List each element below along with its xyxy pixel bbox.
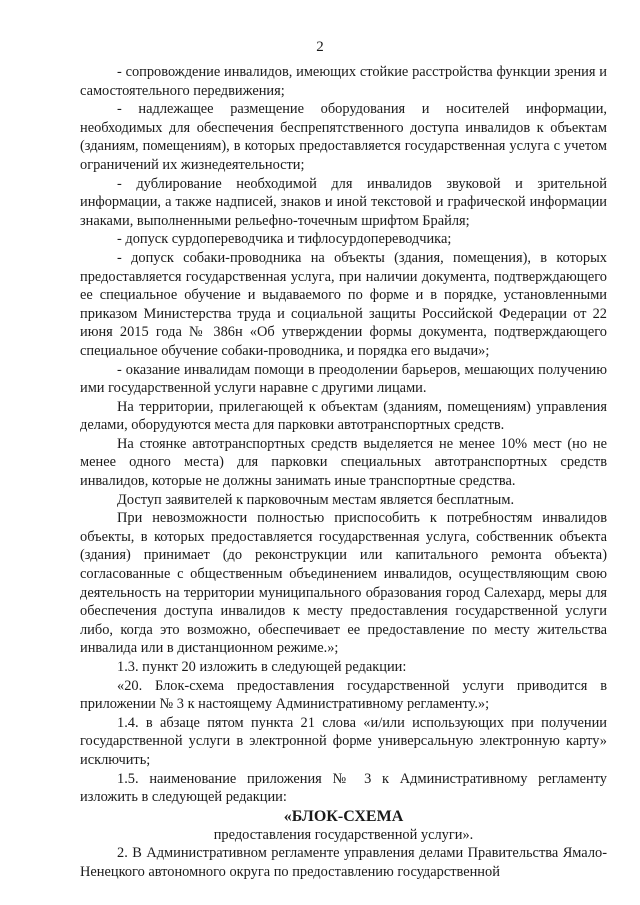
paragraph-parking-spaces: На стоянке автотранспортных средств выделяется не менее 10% мест (но не менее одного места) для парковки специальных автотранспортных средств инвалидов, которые не должны занимать иные транспортные средства. [80, 435, 607, 490]
paragraph-free-parking: Доступ заявителей к парковочным местам является бесплатным. [117, 491, 515, 508]
paragraph-equipment-placement: - надлежащее размещение оборудования и носителей информации, необходимых для обеспечения беспрепятственного доступа инвалидов к объектам (зданиям, помещениям), в которых предоставляется государственная услуга с учетом ограничений их жизнедеятельности; [80, 101, 607, 173]
paragraph-item-1-5: 1.5. наименование приложения № 3 к Административному регламенту изложить в следующей редакции: [80, 770, 607, 806]
paragraph-parking-territory: На территории, прилегающей к объектам (зданиям, помещениям) управления делами, оборудуются места для парковки автотранспортных средств. [80, 398, 607, 434]
paragraph-item-20: «20. Блок-схема предоставления государственной услуги приводится в приложении № 3 к настоящему Административному регламенту.»; [80, 677, 607, 713]
paragraph-duplication-braille: - дублирование необходимой для инвалидов звуковой и зрительной информации, а также надписей, знаков и иной текстовой и графической информации знаками, выполненными рельефно-точечным шрифтом Брайля; [80, 175, 607, 229]
paragraph-item-1-3: 1.3. пункт 20 изложить в следующей редакции: [117, 659, 407, 675]
block-scheme-heading: «БЛОК-СХЕМА [283, 807, 404, 825]
paragraph-impossibility-adaptation: При невозможности полностью приспособить к потребностям инвалидов объекты, в которых предоставляется государственная услуга, собственник объекта (здания) принимает (до реконструкции или капитального ремонта объекта) согласованные с общественным объединением инвалидов, осуществляющим свою деятельность на территории муниципального образования город Салехард, меры для обеспечения доступа инвалидов к месту предоставления государственной услуги либо, когда это возможно, обеспечивает ее предоставление по месту жительства инвалида или в дистанционном режиме.»; [80, 510, 607, 657]
paragraph-sign-interpreter: - допуск сурдопереводчика и тифлосурдопереводчика; [117, 231, 452, 248]
block-scheme-subheading: предоставления государственной услуги». [213, 826, 474, 843]
paragraph-barrier-assistance: - оказание инвалидам помощи в преодолении барьеров, мешающих получению ими государственной услуги наравне с другими лицами. [80, 361, 607, 397]
page-number: 2 [316, 39, 324, 55]
paragraph-item-2: 2. В Административном регламенте управления делами Правительства Ямало-Ненецкого автономного округа по предоставлению государственной [80, 845, 607, 880]
paragraph-guide-dog: - допуск собаки-проводника на объекты (здания, помещения), в которых предоставляется государственная услуга, при наличии документа, подтверждающего ее специальное обучение и выдаваемого по форме и в порядке, установленными приказом Министерства труда и социальной защиты Российской Федерации от 22 июня 2015 года № 386н «Об утверждении формы документа, подтверждающего специальное обучение собаки-проводника, и порядка его выдачи»; [80, 249, 607, 359]
document-body [80, 63, 607, 882]
paragraph-item-1-4: 1.4. в абзаце пятом пункта 21 слова «и/или использующих при получении государственной услуги в электронной форме универсальную электронную карту» исключить; [80, 714, 607, 768]
paragraph-escort: - сопровождение инвалидов, имеющих стойкие расстройства функции зрения и самостоятельного передвижения; [80, 64, 607, 99]
